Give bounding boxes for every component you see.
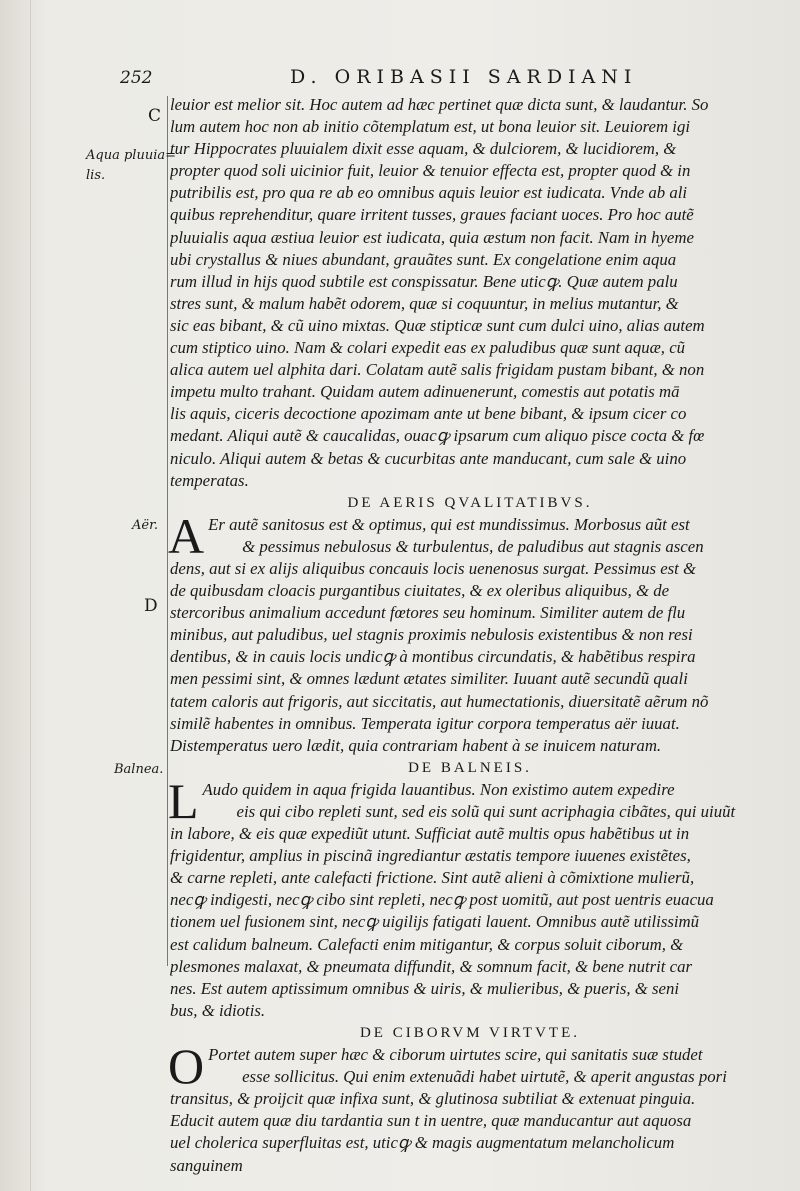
running-title: D. ORIBASII SARDIANI bbox=[290, 66, 638, 88]
text-line: rum illud in hijs quod subtile est conspissatur. Bene uticꝙ. Quæ autem palu bbox=[170, 271, 678, 291]
margin-note-aqua: Aqua pluuia= lis. bbox=[86, 148, 176, 183]
text-line: sic eas bibant, & cũ uino mixtas. Quæ stipticæ sunt cum dulci uino, alias autem bbox=[170, 315, 705, 335]
text-line-content: Er autẽ sanitosus est & optimus, qui est mundissimus. Morbosus aũt est bbox=[208, 514, 690, 534]
text-line: nes. Est autem aptissimum omnibus & uiris, & mulieribus, & pueris, & seni bbox=[170, 978, 680, 998]
text-line: dens, aut si ex alijs aliquibus concauis locis uenenosus surgat. Pessimus est & bbox=[170, 558, 697, 578]
text-line: in labore, & eis quæ expediũt utunt. Sufficiat autẽ multis opus habẽtibus ut in bbox=[170, 824, 690, 844]
section-heading: DE AERIS QVALITATIBVS. bbox=[347, 494, 593, 511]
section-heading: DE CIBORVM VIRTVTE. bbox=[359, 1024, 581, 1041]
margin-note-balnea: Balnea. bbox=[114, 762, 164, 777]
drop-cap: A bbox=[168, 507, 205, 564]
text-line: medant. Aliqui autẽ & caucalidas, ouacꝙ ipsarum cum aliquo pisce cocta & fœ bbox=[170, 426, 705, 446]
text-line: tatem caloris aut frigoris, aut siccitatis, aut humectationis, diuersitatẽ aẽrum nõ bbox=[170, 691, 709, 711]
text-line: tur Hippocrates pluuialem dixit esse aquam, & dulciorem, & lucidiorem, & bbox=[170, 139, 677, 159]
text-line: dentibus, & in cauis locis undicꝙ à montibus circundatis, & habẽtibus respira bbox=[170, 647, 696, 667]
text-line: temperatas. bbox=[170, 470, 249, 490]
text-line: est calidum balneum. Calefacti enim mitigantur, & corpus soluit ciborum, & bbox=[170, 934, 684, 954]
text-line: bus, & idiotis. bbox=[170, 1000, 266, 1020]
text-line: lum autem hoc non ab initio cõtemplatum est, ut bona leuior sit. Leuiorem igi bbox=[170, 117, 691, 137]
margin-letter-c: C bbox=[148, 106, 162, 126]
section-heading: DE BALNEIS. bbox=[408, 759, 532, 776]
text-line: lis aquis, ciceris decoctione apozimam ante ut bene bibant, & ipsum cicer co bbox=[170, 404, 687, 424]
text-line: Distemperatus uero lædit, quia contrariam habent à se inuicem naturam. bbox=[170, 735, 662, 755]
margin-note-aer: Aër. bbox=[132, 518, 158, 533]
text-line: stercoribus animalium accedunt fœtores seu hominum. Similiter autem de flu bbox=[170, 603, 686, 623]
text-line: necꝙ indigesti, necꝙ cibo sint repleti, necꝙ post uomitũ, aut post uentris euacua bbox=[170, 890, 714, 910]
text-line: uel cholerica superfluitas est, uticꝙ & magis augmentatum melancholicum bbox=[170, 1133, 675, 1153]
main-text bbox=[170, 94, 770, 1177]
folio-number: 252 bbox=[120, 68, 153, 88]
text-line: similẽ habentes in omnibus. Temperata igitur corpora temperatus aër iuuat. bbox=[170, 713, 680, 733]
text-line: men pessimi sint, & omnes lædunt ætates similiter. Iuuant autẽ secundũ quali bbox=[170, 669, 688, 689]
text-line: niculo. Aliqui autem & betas & cucurbitas ante manducant, cum sale & uino bbox=[170, 448, 687, 468]
text-line: transitus, & proijcit quæ infixa sunt, & glutinosa subtiliat & extenuat pinguia. bbox=[170, 1089, 696, 1109]
text-line: alica autem uel alphita dari. Colatam autẽ salis frigidam pustam bibant, & non bbox=[170, 360, 705, 380]
text-line: cum stiptico uino. Nam & colari expedit eas ex paludibus quæ sunt aquæ, cũ bbox=[170, 338, 686, 358]
text-line: eis qui cibo repleti sunt, sed eis solũ qui sunt acriphagia cibãtes, qui uiuũt bbox=[236, 802, 736, 821]
drop-cap: L bbox=[168, 772, 199, 829]
page-header bbox=[120, 62, 790, 92]
text-line: & carne repleti, ante calefacti frictione. Sint autẽ alieni à cõmixtione mulierũ, bbox=[170, 868, 695, 888]
text-line: sanguinem bbox=[170, 1155, 243, 1175]
text-line: leuior est melior sit. Hoc autem ad hæc pertinet quæ dicta sunt, & laudantur. So bbox=[170, 95, 709, 114]
text-line: de quibusdam cloacis purgantibus ciuitates, & ex oleribus aliquibus, & de bbox=[170, 581, 670, 601]
text-line: & pessimus nebulosus & turbulentus, de paludibus aut stagnis ascen bbox=[242, 536, 704, 556]
page-edge-shadow bbox=[30, 0, 31, 1191]
text-line: Educit autem quæ diu tardantia sun t in uentre, quæ manducantur aut aquosa bbox=[170, 1111, 692, 1131]
margin-letter-d: D bbox=[144, 596, 158, 616]
text-line: plesmones malaxat, & pneumata diffundit, & somnum facit, & bene nutrit car bbox=[170, 956, 693, 976]
text-line-content: Portet autem super hæc & ciborum uirtutes scire, qui sanitatis suæ studet bbox=[208, 1045, 703, 1065]
text-line: ubi crystallus & niues abundant, grauãtes sunt. Ex congelatione enim aqua bbox=[170, 249, 677, 269]
text-line: frigidentur, amplius in piscinã ingrediantur æstatis tempore iuuenes existẽtes, bbox=[170, 846, 691, 866]
text-line: esse sollicitus. Qui enim extenuãdi habet uirtutẽ, & aperit angustas pori bbox=[242, 1067, 727, 1087]
text-line: quibus reprehenditur, quare irritent tusses, graues faciant uoces. Pro hoc autẽ bbox=[170, 205, 694, 225]
text-line-content: Audo quidem in aqua frigida lauantibus. Non existimo autem expedire bbox=[202, 779, 675, 799]
text-line: propter quod soli uicinior fuit, leuior & tenuior effecta est, propter quod & in bbox=[170, 161, 691, 181]
text-line: stres sunt, & malum habẽt odorem, quæ si coquuntur, in melius mutantur, & bbox=[170, 293, 679, 313]
text-line: impetu multo trahant. Quidam autem adinuenerunt, comestis aut potatis mā bbox=[170, 382, 680, 402]
text-line: tionem uel fusionem sint, necꝙ uigilijs fatigati lauent. Omnibus autẽ utilissimũ bbox=[170, 912, 700, 932]
text-line: minibus, aut paludibus, uel stagnis proximis nebulosis existentibus & non resi bbox=[170, 625, 693, 645]
text-line: putribilis est, pro qua re ab eo omnibus aquis leuior est iudicata. Vnde ab ali bbox=[170, 183, 688, 203]
text-line: pluuialis aqua æstiua leuior est iudicata, quia æstum non facit. Nam in hyeme bbox=[170, 227, 694, 247]
drop-cap: O bbox=[168, 1038, 205, 1095]
